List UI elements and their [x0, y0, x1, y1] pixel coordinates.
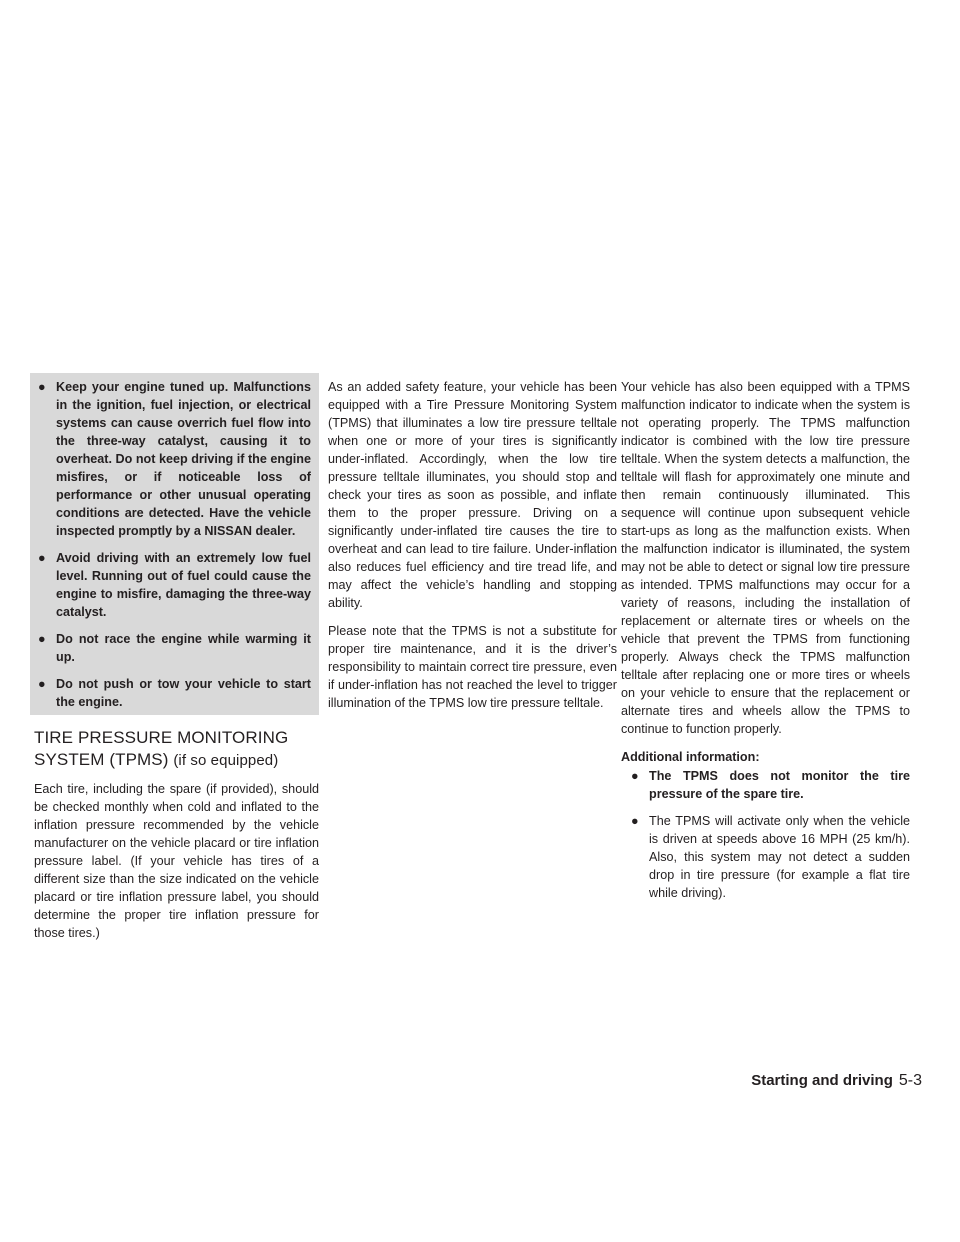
paragraph-not-substitute — [328, 622, 617, 712]
paragraph-text: Your vehicle has also been equipped with a TPMS malfunction indicator to indicate when the system is not operating properly. The TPMS malfunction indicator is combined with the low tire pressure telltale. When the system detects a malfunction, the telltale will flash for approximately one minute and then remain continuously illuminated. This sequence will continue upon subsequent vehicle start-ups as long as the malfunction exists. When the malfunction indicator is illuminated, the system may not be able to detect or signal low tire pressure as intended. TPMS malfunctions may occur for a variety of reasons, including the installation of replacement or alternate tires or wheels on the vehicle that prevent the TPMS from functioning properly. Always check the TPMS malfunction telltale after replacing one or more tires or wheels on your vehicle to ensure that the replacement or alternate tires and wheels allow the TPMS to continue to function properly. — [621, 380, 910, 736]
list-item-text: The TPMS will activate only when the vehicle is driven at speeds above 16 MPH (25 km/h). Also, this system may not detect a sudden drop in tire pressure (for example a flat tire while driving). — [649, 814, 910, 900]
bullet-icon: ● — [38, 551, 46, 565]
additional-info-list — [621, 767, 910, 902]
paragraph-malfunction-indicator — [621, 378, 910, 738]
warning-text: Avoid driving with an extremely low fuel level. Running out of fuel could cause the engine to misfire, damaging the three-way catalyst. — [56, 551, 311, 619]
warning-text: Do not race the engine while warming it up. — [56, 632, 311, 664]
warning-text: Keep your engine tuned up. Malfunctions in the ignition, fuel injection, or electrical systems can cause overrich fuel flow into the three-way catalyst, causing it to overheat. Do not keep driving if the engine misfires, or if noticeable loss of performance or other unusual operating conditions are detected. Have the vehicle inspected promptly by a NISSAN dealer. — [56, 380, 311, 538]
column-middle — [328, 378, 617, 722]
bullet-icon: ● — [631, 769, 639, 783]
warning-item — [38, 675, 311, 711]
bullet-icon: ● — [38, 632, 46, 646]
bullet-icon: ● — [631, 814, 639, 828]
page-number: 5-3 — [898, 1072, 922, 1089]
warning-box — [30, 373, 319, 715]
additional-info-heading: Additional information: — [621, 750, 760, 764]
list-item — [631, 767, 910, 803]
bullet-icon: ● — [38, 380, 46, 394]
warning-item — [38, 549, 311, 621]
section-title-main: TIRE PRESSURE MONITORING SYSTEM (TPMS) — [34, 728, 289, 769]
section-title-suffix: (if so equipped) — [173, 752, 279, 769]
paragraph-text: As an added safety feature, your vehicle has been equipped with a Tire Pressure Monitoring System (TPMS) that illuminates a low tire pressure telltale when one or more of your tires is significantly under-inflated. Accordingly, when the low tire pressure telltale illuminates, you should stop and check your tires as soon as possible, and inflate them to the proper pressure. Driving on a significantly under-inflated tire causes the tire to overheat and can lead to tire failure. Under-inflation also reduces fuel efficiency and tire tread life, and may affect the vehicle’s handling and stopping ability. — [328, 380, 617, 610]
warning-text: Do not push or tow your vehicle to start the engine. — [56, 677, 311, 709]
list-item-text: The TPMS does not monitor the tire pressure of the spare tire. — [649, 769, 910, 801]
paragraph-text: Each tire, including the spare (if provided), should be checked monthly when cold and inflated to the inflation pressure recommended by the vehicle manufacturer on the vehicle placard or tire inflation pressure label. (If your vehicle has tires of a different size than the size indicated on the vehicle placard or tire inflation pressure label, you should determine the proper tire inflation pressure for those tires.) — [34, 782, 319, 940]
section-title — [34, 727, 319, 772]
column-right — [621, 378, 910, 911]
page-footer — [751, 1071, 922, 1091]
bullet-icon: ● — [38, 677, 46, 691]
warning-item — [38, 630, 311, 666]
column-left — [30, 373, 319, 952]
list-item — [631, 812, 910, 902]
warning-item — [38, 378, 311, 540]
footer-section-name: Starting and driving — [751, 1072, 893, 1089]
paragraph-text: Please note that the TPMS is not a substitute for proper tire maintenance, and it is the driver’s responsibility to maintain correct tire pressure, even if under-inflation has not reached the level to trigger illumination of the TPMS low tire pressure telltale. — [328, 624, 617, 710]
paragraph-safety-feature — [328, 378, 617, 612]
paragraph-tire-check — [30, 780, 319, 942]
